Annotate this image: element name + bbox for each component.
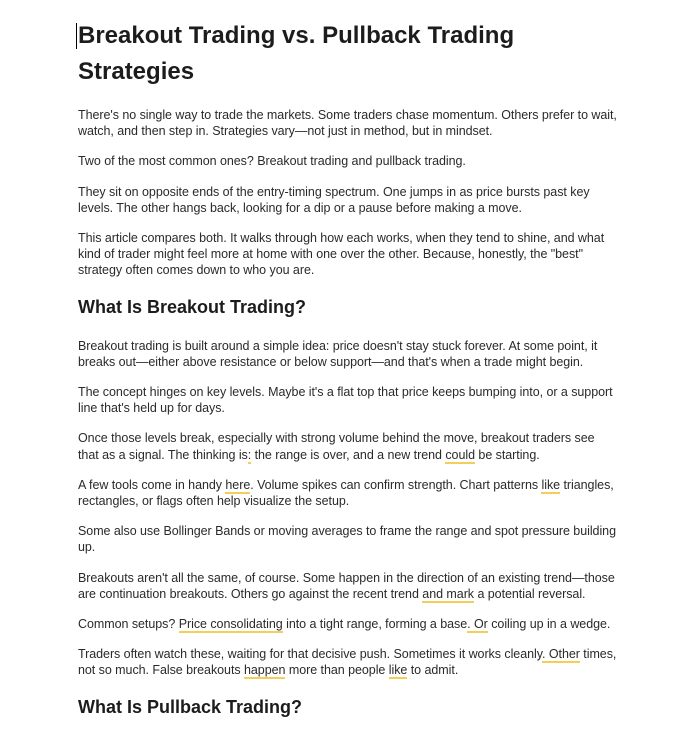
breakout-paragraph-1[interactable]: Breakout trading is built around a simple idea: price doesn't stay stuck forever. At some point, it breaks out—either above resistance or below support—and that's when a trade might begin. xyxy=(78,338,598,369)
text-run: Breakouts aren't all the same, of course. Some happen in the direction of an existing trend—those are continuation breakouts. Others go against the recent trend xyxy=(78,570,615,601)
grammar-suggestion[interactable]: : xyxy=(247,447,252,462)
grammar-suggestion[interactable]: . Or xyxy=(467,617,488,632)
intro-paragraph-4[interactable]: This article compares both. It walks through how each works, when they tend to shine, and what kind of trader might feel more at home with one over the other. Because, honestly, the "best" strategy often comes down to who you are. xyxy=(78,231,605,278)
intro-paragraph-1[interactable]: There's no single way to trade the markets. Some traders chase momentum. Others prefer to wait, watch, and then step in. Strategies vary—not just in method, but in mindset. xyxy=(78,108,617,139)
grammar-suggestion[interactable]: here xyxy=(225,477,251,492)
grammar-suggestion[interactable]: Price consolidating xyxy=(178,617,283,632)
breakout-paragraph-2[interactable]: The concept hinges on key levels. Maybe it's a flat top that price keeps bumping into, or a support line that's held up for days. xyxy=(78,385,613,416)
text-run: Once those levels break, especially with strong volume behind the move, breakout traders see that as a signal. The thinking is xyxy=(78,431,595,462)
text-run: coiling up in a wedge. xyxy=(487,617,611,632)
text-run: Common setups? xyxy=(78,617,179,632)
breakout-paragraph-3[interactable] xyxy=(78,430,618,462)
text-run: Traders often watch these, waiting for that decisive push. Sometimes it works cleanly xyxy=(78,647,543,662)
text-run: times, not so much. False breakouts xyxy=(78,647,617,678)
section-heading-pullback[interactable]: What Is Pullback Trading? xyxy=(78,696,303,717)
intro-paragraph-3[interactable]: They sit on opposite ends of the entry-timing spectrum. One jumps in as price bursts past key levels. The other hangs back, looking for a dip or a pause before making a move. xyxy=(78,184,590,215)
section-heading-breakout[interactable]: What Is Breakout Trading? xyxy=(78,296,307,317)
breakout-paragraph-6[interactable] xyxy=(78,570,618,602)
breakout-paragraph-7[interactable] xyxy=(78,616,618,632)
grammar-suggestion[interactable]: and mark xyxy=(422,586,475,601)
grammar-suggestion[interactable]: like xyxy=(388,663,408,678)
text-run: triangles, rectangles, or flags often help visualize the setup. xyxy=(78,477,614,509)
breakout-paragraph-5[interactable]: Some also use Bollinger Bands or moving averages to frame the range and spot pressure building up. xyxy=(78,524,616,555)
article-title[interactable]: Breakout Trading vs. Pullback Trading Strategies xyxy=(78,22,515,85)
grammar-suggestion[interactable]: happen xyxy=(244,663,286,678)
grammar-suggestion[interactable]: . Other xyxy=(542,647,580,662)
title-wrap xyxy=(78,18,618,90)
breakout-paragraph-4[interactable] xyxy=(78,477,618,509)
text-run: the range is over, and a new trend xyxy=(251,447,446,462)
text-cursor xyxy=(76,23,77,49)
text-run: be starting. xyxy=(475,447,540,462)
text-run: more than people xyxy=(285,663,389,678)
text-run: A few tools come in handy xyxy=(78,477,226,492)
text-run: a potential reversal. xyxy=(474,586,586,601)
text-run: to admit. xyxy=(407,663,459,678)
breakout-paragraph-8[interactable] xyxy=(78,646,618,678)
document-body xyxy=(78,18,618,738)
grammar-suggestion[interactable]: could xyxy=(445,447,475,462)
text-run: . Volume spikes can confirm strength. Chart patterns xyxy=(250,477,542,492)
intro-paragraph-2[interactable]: Two of the most common ones? Breakout trading and pullback trading. xyxy=(78,154,466,169)
grammar-suggestion[interactable]: like xyxy=(541,477,561,492)
text-run: into a tight range, forming a base xyxy=(282,617,468,632)
